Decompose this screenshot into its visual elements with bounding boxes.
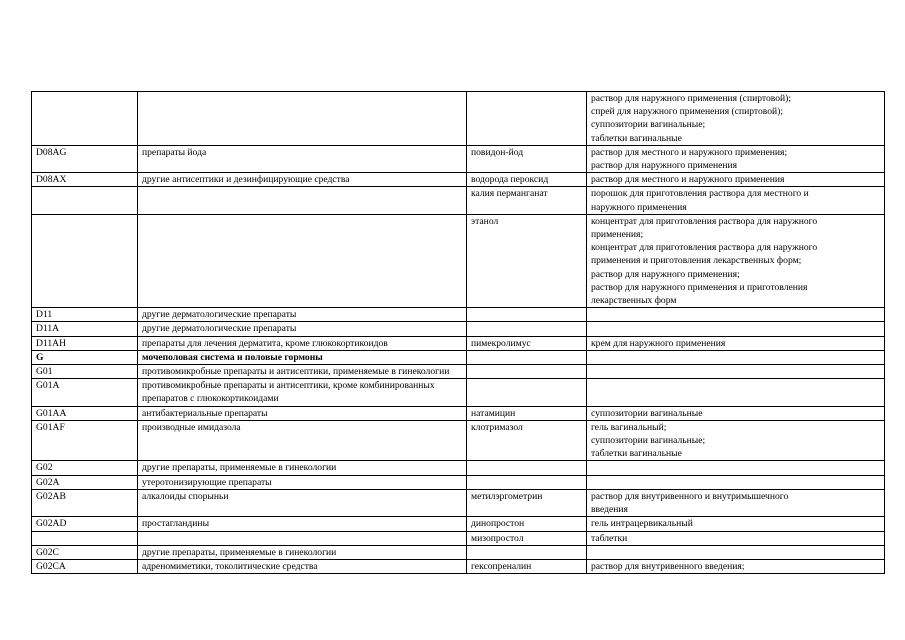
dosage-form-line: порошок для приготовления раствора для местного и [591,188,809,200]
atc-code-cell: D11 [32,308,138,322]
atc-code-cell [32,187,138,214]
dosage-form-line: раствор для местного и наружного применения; [591,146,788,158]
drug-name-cell: метилэргометрин [467,489,587,516]
atc-group-name-cell: препараты для лечения дерматита, кроме глюкокортикоидов [138,336,467,350]
atc-code-cell: G02CA [32,559,138,573]
atc-group-name-cell: другие антисептики и дезинфицирующие средства [138,173,467,187]
drug-name-cell: мизопростол [467,531,587,545]
dosage-forms-cell [587,322,885,336]
drug-name-cell [467,379,587,406]
dosage-form-line: гель интрацервикальный [591,518,693,530]
table-row [32,308,885,322]
dosage-form-line: раствор для наружного применения и приготовления [591,281,808,293]
atc-code-cell: G01AA [32,406,138,420]
dosage-form-line: раствор для внутривенного введения; [591,560,745,572]
table-row [32,517,885,531]
drug-name-cell [467,475,587,489]
table-row [32,545,885,559]
dosage-forms-cell [587,308,885,322]
atc-group-name-cell: простагландины [138,517,467,531]
dosage-form-line: раствор для наружного применения (спиртовой); [591,93,792,104]
atc-code-cell: G02A [32,475,138,489]
table-row [32,187,885,214]
table-row [32,350,885,364]
atc-group-name-cell: другие дерматологические препараты [138,322,467,336]
atc-code-cell: D11A [32,322,138,336]
drug-name-cell [467,350,587,364]
dosage-forms-cell [587,531,885,545]
drug-name-cell: натамицин [467,406,587,420]
dosage-form-line: таблетки вагинальные [591,448,682,460]
table-row [32,173,885,187]
dosage-form-line: спрей для наружного применения (спиртовой); [591,106,784,118]
atc-group-name-cell [138,531,467,545]
dosage-forms-cell [587,365,885,379]
dosage-form-line: гель вагинальный; [591,421,667,433]
dosage-form-line: наружного применения [591,201,687,213]
atc-group-name-cell: утеротонизирующие препараты [138,475,467,489]
drug-name-cell [467,545,587,559]
dosage-forms-cell [587,559,885,573]
dosage-form-line: введения [591,504,628,516]
dosage-forms-cell [587,92,885,146]
table-row [32,145,885,172]
atc-group-name-cell: адреномиметики, токолитические средства [138,559,467,573]
table-row [32,489,885,516]
atc-group-name-cell: противомикробные препараты и антисептики, кроме комбинированных препаратов с глюкокортикоидами [138,379,467,406]
table-row [32,336,885,350]
atc-group-name-cell: другие дерматологические препараты [138,308,467,322]
dosage-forms-cell [587,173,885,187]
atc-group-name-cell: противомикробные препараты и антисептики, применяемые в гинекологии [138,365,467,379]
atc-code-cell [32,531,138,545]
dosage-form-line: таблетки вагинальные [591,132,682,144]
table-row [32,92,885,146]
atc-group-name-cell [138,92,467,146]
atc-code-cell: D08AX [32,173,138,187]
drug-name-cell: водорода пероксид [467,173,587,187]
dosage-forms-cell [587,461,885,475]
atc-code-cell [32,214,138,307]
atc-code-cell: G02C [32,545,138,559]
drug-name-cell: повидон-йод [467,145,587,172]
drug-name-cell: гексопреналин [467,559,587,573]
table-row [32,365,885,379]
dosage-forms-cell [587,406,885,420]
table-row [32,214,885,307]
dosage-forms-cell [587,214,885,307]
drug-name-cell: динопростон [467,517,587,531]
atc-group-name-cell: производные имидазола [138,420,467,461]
drug-name-cell [467,92,587,146]
dosage-form-line: раствор для наружного применения [591,160,738,172]
dosage-form-line: раствор для местного и наружного применения [591,174,785,186]
atc-code-cell: G01AF [32,420,138,461]
atc-group-name-cell: препараты йода [138,145,467,172]
atc-code-cell [32,92,138,146]
table-row [32,559,885,573]
atc-code-cell: G02AB [32,489,138,516]
atc-code-cell: G [32,350,138,364]
drug-name-cell: пимекролимус [467,336,587,350]
dosage-forms-cell [587,145,885,172]
drug-list-table [31,91,885,574]
table-row [32,420,885,461]
atc-code-cell: D08AG [32,145,138,172]
dosage-form-line: крем для наружного применения [591,337,726,349]
dosage-form-line: раствор для внутривенного и внутримышечного [591,490,789,502]
drug-name-cell: калия перманганат [467,187,587,214]
table-body [32,92,885,574]
atc-group-name-cell [138,214,467,307]
atc-group-name-cell: другие препараты, применяемые в гинекологии [138,545,467,559]
dosage-form-line: лекарственных форм [591,295,677,307]
dosage-form-line: концентрат для приготовления раствора для наружного [591,242,818,254]
dosage-forms-cell [587,379,885,406]
table-row [32,475,885,489]
dosage-forms-cell [587,420,885,461]
dosage-form-line: концентрат для приготовления раствора для наружного [591,215,818,227]
drug-name-cell [467,365,587,379]
table-row [32,461,885,475]
dosage-forms-cell [587,545,885,559]
drug-name-cell [467,461,587,475]
dosage-forms-cell [587,350,885,364]
table-row [32,322,885,336]
drug-name-cell [467,308,587,322]
drug-name-cell: клотримазол [467,420,587,461]
drug-name-cell [467,322,587,336]
dosage-form-line: суппозитории вагинальные [591,407,703,419]
atc-group-name-cell [138,187,467,214]
dosage-forms-cell [587,475,885,489]
table-row [32,379,885,406]
atc-group-name-cell: алкалоиды спорыньи [138,489,467,516]
atc-group-name-cell: мочеполовая система и половые гормоны [138,350,467,364]
dosage-form-line: суппозитории вагинальные; [591,119,706,131]
dosage-form-line: суппозитории вагинальные; [591,435,706,447]
atc-code-cell: D11AH [32,336,138,350]
dosage-form-line: применения; [591,229,644,241]
atc-code-cell: G01A [32,379,138,406]
dosage-form-line: таблетки [591,532,628,544]
atc-code-cell: G01 [32,365,138,379]
table-row [32,406,885,420]
dosage-form-line: применения и приготовления лекарственных форм; [591,255,802,267]
atc-code-cell: G02AD [32,517,138,531]
table-row [32,531,885,545]
atc-group-name-cell: другие препараты, применяемые в гинекологии [138,461,467,475]
atc-code-cell: G02 [32,461,138,475]
dosage-forms-cell [587,517,885,531]
dosage-form-line: раствор для наружного применения; [591,268,740,280]
dosage-forms-cell [587,187,885,214]
dosage-forms-cell [587,336,885,350]
atc-group-name-cell: антибактериальные препараты [138,406,467,420]
dosage-forms-cell [587,489,885,516]
drug-name-cell: этанол [467,214,587,307]
